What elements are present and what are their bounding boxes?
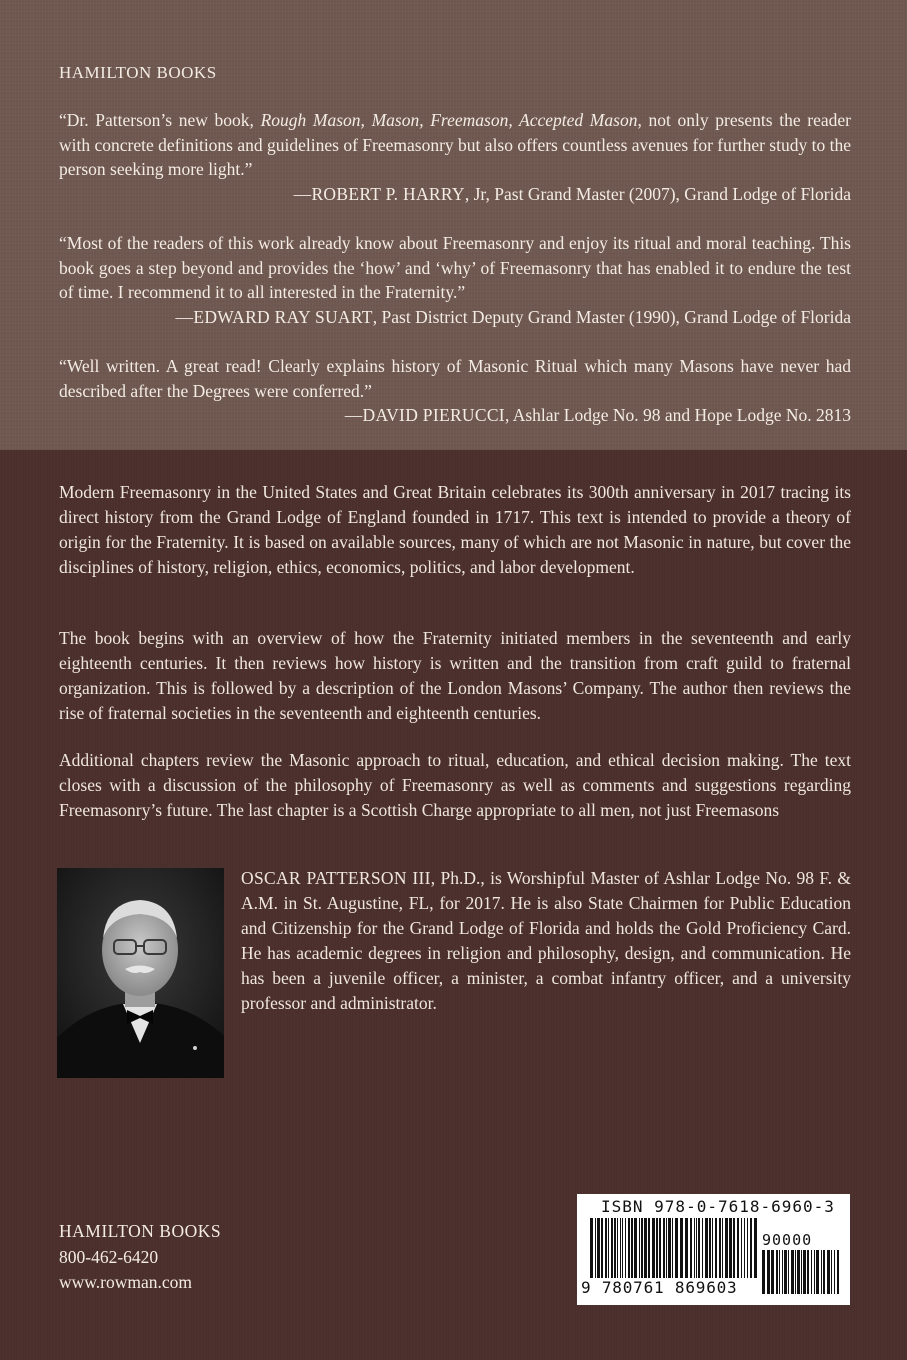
barcode-bar xyxy=(797,1250,800,1294)
barcode-bar xyxy=(628,1218,630,1278)
barcode-bar xyxy=(680,1218,683,1278)
price-code-number: 90000 xyxy=(762,1231,813,1249)
barcode-bar xyxy=(767,1250,770,1294)
barcode-bar xyxy=(747,1218,748,1278)
barcode-bar xyxy=(741,1218,742,1278)
barcode-bar xyxy=(762,1250,765,1294)
description-text: The book begins with an overview of how the Fraternity initiated members in the seventeenth and early eighteenth centuries. It then reviews how history is written and the transition from craft guild to fraternal organization. This is followed by a description of the London Masons’ Company. The author then reviews the rise of fraternal societies in the seventeenth and eighteenth centuries. xyxy=(59,628,851,723)
barcode-bar xyxy=(788,1250,789,1294)
endorser-name: —EDWARD RAY SUART xyxy=(175,306,373,327)
barcode-bar xyxy=(722,1218,723,1278)
barcode-bar xyxy=(803,1250,806,1294)
barcode-bar xyxy=(729,1218,732,1278)
description-text: Additional chapters review the Masonic approach to ritual, education, and ethical decision making. The text closes with a discussion of the philosophy of Freemasonry as well as comments and suggestions regarding Freemasonry’s future. The last chapter is a Scottish Charge appropriate to all men, not just Freemasons xyxy=(59,750,851,820)
barcode-bar xyxy=(782,1250,783,1294)
barcode-bar xyxy=(663,1218,665,1278)
barcode-bar xyxy=(712,1218,713,1278)
barcode-bar xyxy=(795,1250,796,1294)
barcode-bar xyxy=(666,1218,667,1278)
barcode-bar xyxy=(821,1250,822,1294)
isbn-barcode-bars xyxy=(590,1218,760,1280)
barcode-bar xyxy=(834,1250,835,1294)
author-portrait-image xyxy=(57,868,224,1078)
endorser-title: , Ashlar Lodge No. 98 and Hope Lodge No. 2813 xyxy=(504,405,851,425)
barcode-bar xyxy=(652,1218,655,1278)
endorser-name: —DAVID PIERUCCI xyxy=(344,405,505,425)
barcode-bar xyxy=(656,1218,658,1278)
endorsement-1-pre: “Dr. Patterson’s new book, xyxy=(59,110,261,130)
publisher-contact xyxy=(59,1219,221,1296)
barcode-bar xyxy=(725,1218,728,1278)
barcode-bar xyxy=(634,1218,637,1278)
barcode-bar xyxy=(816,1250,819,1294)
barcode-bar xyxy=(605,1218,607,1278)
barcode-bar xyxy=(771,1250,774,1294)
barcode-bar xyxy=(631,1218,633,1278)
publisher-website[interactable]: www.rowman.com xyxy=(59,1272,193,1292)
barcode-bar xyxy=(614,1218,616,1278)
endorser-name: —ROBERT P. HARRY xyxy=(293,183,465,204)
barcode-bar xyxy=(675,1218,678,1278)
barcode-bar xyxy=(690,1218,692,1278)
barcode-bar xyxy=(779,1250,780,1294)
barcode-bar xyxy=(837,1250,839,1294)
author-photo xyxy=(57,868,224,1078)
barcode-bar xyxy=(801,1250,802,1294)
publisher-name-top: HAMILTON BOOKS xyxy=(59,63,217,82)
barcode-bar xyxy=(625,1218,626,1278)
barcode-bar xyxy=(608,1218,609,1278)
barcode-bar xyxy=(823,1250,825,1294)
barcode-bar xyxy=(719,1218,721,1278)
endorsement-3-attribution xyxy=(59,403,851,428)
barcode-bar xyxy=(698,1218,700,1278)
barcode-bar xyxy=(784,1250,787,1294)
barcode-bar xyxy=(639,1218,640,1278)
barcode-bar xyxy=(685,1218,688,1278)
barcode-bar xyxy=(648,1218,650,1278)
barcode-bar xyxy=(715,1218,717,1278)
author-bio-text: , Ph.D., is Worshipful Master of Ashlar Lodge No. 98 F. & A.M. in St. Augustine, FL, for 2017. He is also State Chairmen for Public Education and Citizenship for the Grand Lodge of Florida and holds the Gold Proficiency Card. He has academic degrees in religion and philosophy, design, and communication. He has been a juvenile officer, a minister, a combat infantry officer, and a university professor and administrator. xyxy=(241,868,851,1013)
barcode-bar xyxy=(750,1218,752,1278)
endorser-title: , Jr, Past Grand Master (2007), Grand Lodge of Florida xyxy=(464,183,851,204)
barcode-bar xyxy=(641,1218,643,1278)
barcode-bar xyxy=(811,1250,812,1294)
barcode-bar xyxy=(702,1218,703,1278)
barcode-bar xyxy=(827,1250,830,1294)
barcode-bar xyxy=(744,1218,745,1278)
barcode-bar xyxy=(776,1250,778,1294)
endorsement-1-attribution xyxy=(59,182,851,207)
barcode-bar xyxy=(696,1218,697,1278)
description-paragraph-2 xyxy=(59,626,851,726)
barcode-bar xyxy=(659,1218,661,1278)
barcode-bar xyxy=(611,1218,613,1278)
isbn-number: ISBN 978-0-7618-6960-3 xyxy=(601,1197,835,1216)
author-name: OSCAR PATTERSON III xyxy=(241,868,431,888)
barcode-bar xyxy=(644,1218,647,1278)
barcode-bar xyxy=(791,1250,794,1294)
barcode-bar xyxy=(733,1218,735,1278)
barcode-bar xyxy=(831,1250,832,1294)
barcode-bar xyxy=(709,1218,711,1278)
barcode-bar xyxy=(694,1218,695,1278)
book-title-italic: Rough Mason, Mason, Freemason, Accepted Mason xyxy=(260,110,638,130)
barcode-bar xyxy=(737,1218,739,1278)
endorsement-1-post: , not only presents the reader with concrete definitions and guidelines of Freemasonry but also offers countless avenues for further study to the person seeking more light.” xyxy=(59,110,851,179)
barcode-bar xyxy=(620,1218,621,1278)
publisher-phone: 800-462-6420 xyxy=(59,1246,159,1267)
endorsement-2-text: “Most of the readers of this work already know about Freemasonry and enjoy its ritual and moral teaching. This book goes a step beyond and provides the ‘how’ and ‘why’ of Freemasonry that has enabled it to endure the test of time. I recommend it to all interested in the Fraternity.” xyxy=(59,233,851,302)
barcode-bar xyxy=(807,1250,809,1294)
barcode-bar xyxy=(814,1250,815,1294)
barcode-digits: 9 780761 869603 xyxy=(581,1278,738,1297)
endorser-title: , Past District Deputy Grand Master (1990), Grand Lodge of Florida xyxy=(372,306,851,327)
price-addon-barcode-bars xyxy=(762,1250,844,1294)
description-text: Modern Freemasonry in the United States and Great Britain celebrates its 300th anniversary in 2017 tracing its direct history from the Grand Lodge of England founded in 1717. This text is intended to provide a theory of origin for the Fraternity. It is based on available sources, many of which are not Masonic in nature, but cover the disciplines of history, religion, ethics, economics, politics, and labor development. xyxy=(59,482,851,577)
barcode-bar xyxy=(597,1218,600,1278)
endorsement-3-text: “Well written. A great read! Clearly explains history of Masonic Ritual which many Masons have never had described after the Degrees were conferred.” xyxy=(59,356,851,401)
author-bio xyxy=(241,866,851,1016)
barcode-bar xyxy=(754,1218,757,1278)
barcode-bar xyxy=(601,1218,603,1278)
description-paragraph-1 xyxy=(59,480,851,580)
barcode-bar xyxy=(617,1218,618,1278)
description-paragraph-3 xyxy=(59,748,851,823)
endorsement-2 xyxy=(59,231,851,329)
barcode-bar xyxy=(672,1218,673,1278)
endorsement-1 xyxy=(59,108,851,206)
endorsement-3 xyxy=(59,354,851,428)
barcode-bar xyxy=(705,1218,708,1278)
endorsement-2-attribution xyxy=(59,305,851,330)
barcode-bar xyxy=(668,1218,671,1278)
barcode-bar xyxy=(595,1218,596,1278)
barcode-bar xyxy=(590,1218,593,1278)
publisher-name-bottom: HAMILTON BOOKS xyxy=(59,1221,222,1241)
barcode-bar xyxy=(622,1218,623,1278)
